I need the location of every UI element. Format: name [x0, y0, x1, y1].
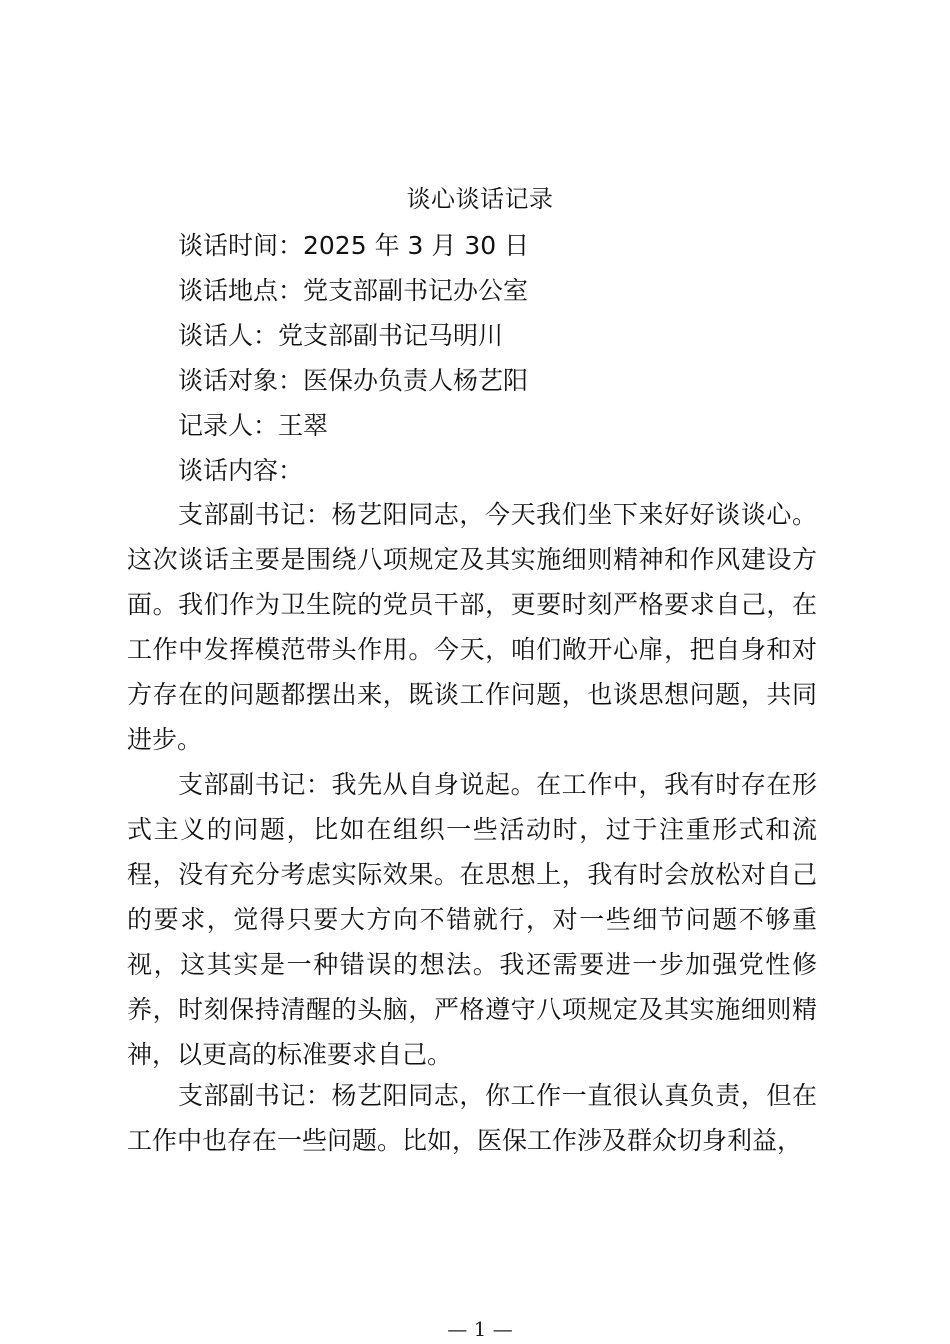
meta-time: 谈话时间：2025 年 3 月 30 日 — [178, 231, 530, 260]
meta-subject: 谈话对象：医保办负责人杨艺阳 — [178, 366, 529, 395]
paragraph-self-criticism: 支部副书记：我先从自身说起。在工作中，我有时存在形式主义的问题，比如在组织一些活动时，过于注重形式和流程，没有充分考虑实际效果。在思想上，我有时会放松对自己的要求，觉得只要大方向不错就行，对一些细节问题不够重视，这其实是一种错误的想法。我还需要进一步加强党性修养，时刻保持清醒的头脑，严格遵守八项规定及其实施细则精神，以更高的标准要求自己。 — [127, 770, 817, 1069]
meta-place: 谈话地点：党支部副书记办公室 — [178, 276, 529, 305]
page-number: — 1 — — [447, 1317, 513, 1341]
paragraph-opening: 支部副书记：杨艺阳同志，今天我们坐下来好好谈谈心。这次谈话主要是围绕八项规定及其实施细则精神和作风建设方面。我们作为卫生院的党员干部，更要时刻严格要求自己，在工作中发挥模范带头作用。今天，咱们敞开心扉，把自身和对方存在的问题都摆出来，既谈工作问题，也谈思想问题，共同进步。 — [127, 500, 817, 754]
meta-recorder: 记录人：王翠 — [178, 411, 329, 440]
meta-content-label: 谈话内容： — [178, 456, 304, 485]
document-title: 谈心谈话记录 — [406, 185, 554, 213]
paragraph-criticism-of-subject: 支部副书记：杨艺阳同志，你工作一直很认真负责，但在工作中也存在一些问题。比如，医保工作涉及群众切身利益， — [127, 1081, 817, 1155]
meta-speaker: 谈话人：党支部副书记马明川 — [178, 321, 504, 350]
